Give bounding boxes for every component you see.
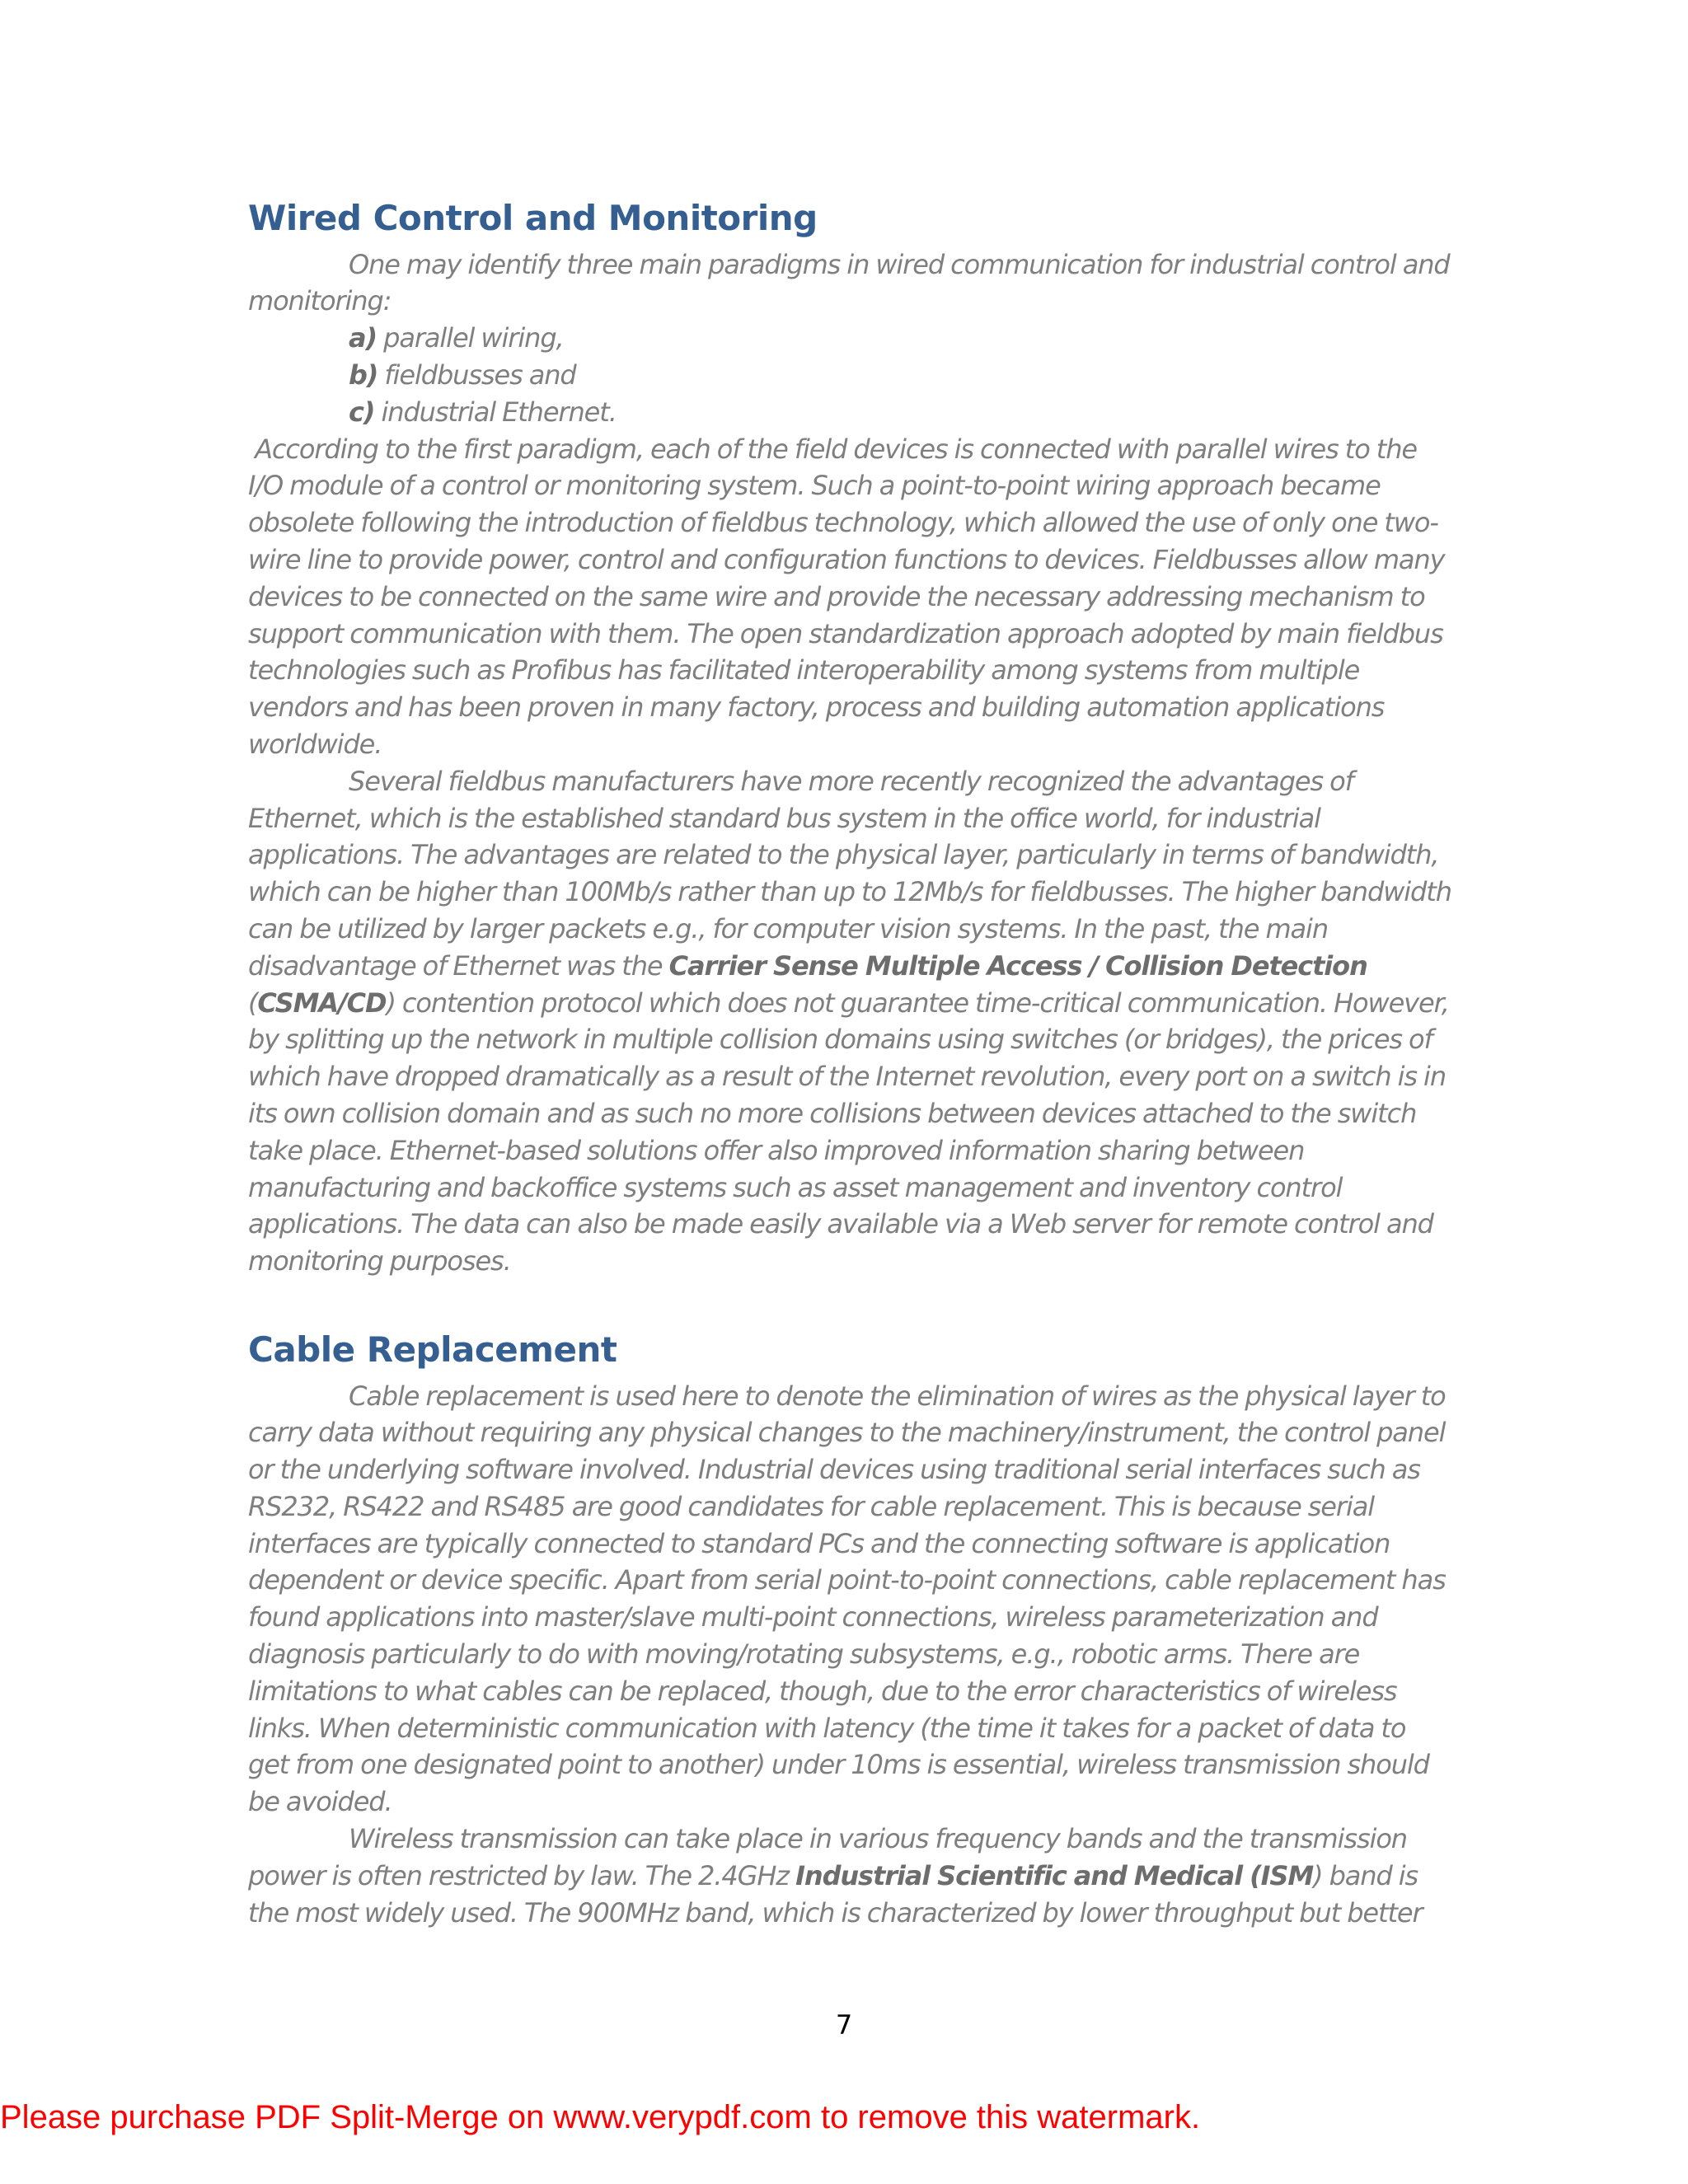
- term-csma-cd: CSMA/CD: [257, 987, 387, 1019]
- text-run: ) band is the most widely used. The 900MHz band, which is characterized by lower throughput but better: [248, 1859, 1423, 1929]
- paragraph-wireless-bands: [248, 1821, 1451, 1931]
- paragraph-ethernet: [248, 763, 1451, 1280]
- section-heading-cable-replacement: Cable Replacement: [248, 1329, 617, 1370]
- list-marker: b): [349, 359, 378, 391]
- page-number: 7: [835, 2009, 853, 2041]
- section-heading-wired-control: Wired Control and Monitoring: [248, 198, 818, 238]
- paragraph-intro: One may identify three main paradigms in wired communication for industrial control and monitoring:: [248, 248, 1450, 317]
- term-csma-cd-full: Carrier Sense Multiple Access / Collision Detection: [668, 949, 1367, 982]
- list-marker: a): [349, 322, 377, 354]
- list-marker: c): [349, 396, 375, 428]
- text-run: Wireless transmission can take place in various frequency bands and the transmission power is often restricted by law. The 2.4GHz: [248, 1823, 1407, 1891]
- text-run: ) contention protocol which does not guarantee time-critical communication. However, by splitting up the network in multiple collision domains using switches (or bridges), the prices of which have dropped dramatically as a result of the Internet revolution, every port on a switch is in its own collision domain and as such no more collisions between devices attached to the switch take place. Ethernet-based solutions offer also improved information sharing between manufacturing and backoffice systems such as asset management and inventory control applications. The data can also be made easily available via a Web server for remote control and monitoring purposes.: [248, 987, 1449, 1277]
- list-text: industrial Ethernet.: [374, 396, 617, 428]
- list-item: [248, 320, 1451, 357]
- text-run: (: [248, 987, 258, 1019]
- paragraph-cable-replacement: Cable replacement is used here to denote the elimination of wires as the physical layer to carry data without requiring any physical changes to the machinery/instrument, the control panel or the underlying software involved. Industrial devices using traditional serial interfaces such as RS232, RS422 and RS485 are good candidates for cable replacement. This is because serial interfaces are typically connected to standard PCs and the connecting software is application dependent or device specific. Apart from serial point-to-point connections, cable replacement has found applications into master/slave multi-point connections, wireless parameterization and diagnosis particularly to do with moving/rotating subsystems, e.g., robotic arms. There are limitations to what cables can be replaced, though, due to the error characteristics of wireless links. When deterministic communication with latency (the time it takes for a packet of data to get from one designated point to another) under 10ms is essential, wireless transmission should be avoided.: [248, 1380, 1446, 1818]
- paragraph-parallel-wiring: According to the first paradigm, each of the field devices is connected with parallel wires to the I/O module of a control or monitoring system. Such a point-to-point wiring approach became obsolete following the introduction of fieldbus technology, which allowed the use of only one two-wire line to provide power, control and configuration functions to devices. Fieldbusses allow many devices to be connected on the same wire and provide the necessary addressing mechanism to support communication with them. The open standardization approach adopted by main fieldbus technologies such as Profibus has facilitated interoperability among systems from multiple vendors and has been proven in many factory, process and building automation applications worldwide.: [248, 433, 1451, 760]
- text-run: Several fieldbus manufacturers have more recently recognized the advantages of Ethernet, which is the established standard bus system in the office world, for industrial applications. The advantages are related to the physical layer, particularly in terms of bandwidth, which can be higher than 100Mb/s rather than up to 12Mb/s for fieldbusses. The higher bandwidth can be utilized by larger packets e.g., for computer vision systems. In the past, the main disadvantage of Ethernet was the: [248, 765, 1451, 982]
- list-text: parallel wiring,: [377, 322, 564, 354]
- page-content: [248, 196, 1451, 1931]
- list-text: fieldbusses and: [377, 359, 576, 391]
- list-item: [248, 357, 1451, 394]
- list-item: [248, 394, 1451, 431]
- term-ism: Industrial Scientific and Medical (ISM: [795, 1859, 1314, 1891]
- watermark-text: Please purchase PDF Split-Merge on www.verypdf.com to remove this watermark.: [0, 2099, 1201, 2135]
